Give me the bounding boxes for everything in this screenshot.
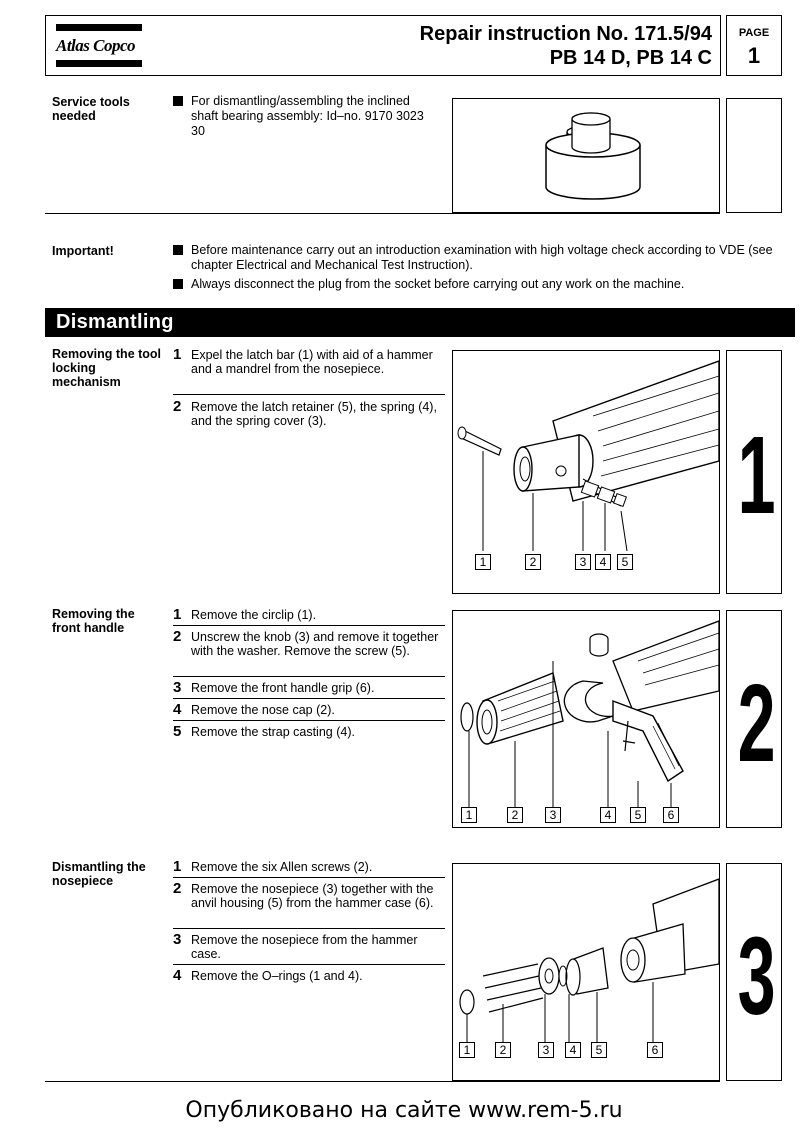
section-3-step-1	[173, 860, 445, 874]
important-item-2	[173, 277, 773, 292]
step-text: Remove the latch retainer (5), the spring (4), and the spring cover (3).	[191, 400, 437, 428]
bearing-tool-illustration	[453, 99, 719, 212]
callout-4: 4	[565, 1042, 581, 1058]
important-item-1	[173, 243, 773, 273]
section-1-step-2	[173, 400, 445, 428]
logo-bar-top	[56, 24, 142, 31]
section-2-step-1	[173, 608, 445, 622]
callout-3: 3	[545, 807, 561, 823]
step-number: 2	[173, 398, 182, 415]
section-3-step-4	[173, 969, 445, 983]
figure-3-number: 3	[737, 915, 776, 1038]
important-label: Important!	[52, 244, 114, 258]
section-2-step-4	[173, 703, 445, 717]
step-number: 1	[173, 346, 182, 363]
step-text: Remove the six Allen screws (2).	[191, 860, 373, 874]
step-text: Remove the nosepiece from the hammer case.	[191, 933, 418, 961]
section-2-step-3	[173, 681, 445, 695]
service-tools-label: Service tools needed	[52, 95, 130, 123]
step-text: Remove the nosepiece (3) together with the anvil housing (5) from the hammer case (6).	[191, 882, 434, 910]
tool-side-box	[726, 98, 782, 213]
figure-1-side-box	[726, 350, 782, 594]
important-text-2: Always disconnect the plug from the socket before carrying out any work on the machine.	[191, 277, 685, 291]
footer-watermark: Опубликовано на сайте www.rem-5.ru	[185, 1098, 623, 1123]
tool-figure	[452, 98, 720, 213]
step-text: Remove the circlip (1).	[191, 608, 317, 622]
figure-1	[452, 350, 720, 594]
figure-3-side-box	[726, 863, 782, 1081]
step-divider	[173, 877, 445, 878]
callout-6: 6	[647, 1042, 663, 1058]
callout-2: 2	[525, 554, 541, 570]
section-1-step-1	[173, 348, 445, 376]
callout-1: 1	[459, 1042, 475, 1058]
callout-4: 4	[600, 807, 616, 823]
step-number: 1	[173, 606, 182, 623]
figure-2-side-box	[726, 610, 782, 828]
step-text: Remove the front handle grip (6).	[191, 681, 375, 695]
step-text: Remove the O–rings (1 and 4).	[191, 969, 363, 983]
section-2-step-2	[173, 630, 445, 658]
title-line-2: PB 14 D, PB 14 C	[549, 47, 712, 69]
bullet-square-icon	[173, 279, 183, 289]
header-box	[45, 15, 721, 76]
figure-3	[452, 863, 720, 1081]
callout-4: 4	[595, 554, 611, 570]
step-divider	[173, 964, 445, 965]
section-3-label: Dismantling the nosepiece	[52, 860, 146, 888]
step-divider	[173, 625, 445, 626]
brand-logo: Atlas Copco	[56, 36, 136, 55]
callout-1: 1	[461, 807, 477, 823]
step-number: 1	[173, 858, 182, 875]
important-text-1: Before maintenance carry out an introduction examination with high voltage check according to VDE (see chapter Electrical and Mechanical Test Instruction).	[191, 243, 773, 272]
callout-3: 3	[575, 554, 591, 570]
step-divider	[173, 720, 445, 721]
section-2-step-5	[173, 725, 445, 739]
dismantling-banner: Dismantling	[45, 308, 795, 337]
step-number: 3	[173, 931, 182, 948]
callout-1: 1	[475, 554, 491, 570]
step-number: 5	[173, 723, 182, 740]
callout-6: 6	[663, 807, 679, 823]
step-number: 4	[173, 967, 182, 984]
section-3-step-3	[173, 933, 445, 961]
logo-bar-bottom	[56, 60, 142, 67]
figure-1-number: 1	[737, 414, 776, 537]
callout-3: 3	[538, 1042, 554, 1058]
divider	[45, 1081, 720, 1082]
title-line-1: Repair instruction No. 171.5/94	[419, 23, 712, 45]
divider	[45, 213, 720, 214]
step-number: 4	[173, 701, 182, 718]
callout-2: 2	[495, 1042, 511, 1058]
callout-5: 5	[630, 807, 646, 823]
bullet-square-icon	[173, 96, 183, 106]
callout-5: 5	[617, 554, 633, 570]
front-handle-illustration	[453, 611, 719, 827]
page-number: 1	[747, 43, 761, 68]
step-divider	[173, 698, 445, 699]
page-box	[726, 15, 782, 76]
callout-2: 2	[507, 807, 523, 823]
page-label: PAGE	[738, 27, 770, 39]
section-3-step-2	[173, 882, 445, 910]
nosepiece-illustration	[453, 864, 719, 1080]
step-text: Unscrew the knob (3) and remove it together with the washer. Remove the screw (5).	[191, 630, 439, 658]
step-text: Expel the latch bar (1) with aid of a hammer and a mandrel from the nosepiece.	[191, 348, 433, 376]
callout-5: 5	[591, 1042, 607, 1058]
step-divider	[173, 676, 445, 677]
step-number: 3	[173, 679, 182, 696]
step-text: Remove the nose cap (2).	[191, 703, 335, 717]
step-divider	[173, 928, 445, 929]
service-tools-text: For dismantling/assembling the inclined shaft bearing assembly: Id–no. 9170 3023 30	[191, 94, 424, 138]
service-tools-item	[173, 94, 438, 139]
step-number: 2	[173, 628, 182, 645]
bullet-square-icon	[173, 245, 183, 255]
step-text: Remove the strap casting (4).	[191, 725, 355, 739]
figure-2-number: 2	[737, 662, 776, 785]
section-1-label: Removing the tool locking mechanism	[52, 347, 162, 389]
step-number: 2	[173, 880, 182, 897]
step-divider	[173, 394, 445, 395]
figure-2	[452, 610, 720, 828]
section-2-label: Removing the front handle	[52, 607, 135, 635]
